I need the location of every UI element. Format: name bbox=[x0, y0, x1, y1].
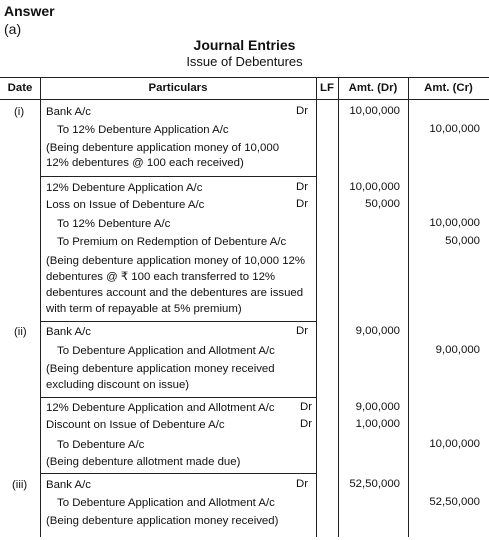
dr-marker: Dr bbox=[296, 181, 309, 193]
part-label: (a) bbox=[4, 21, 22, 37]
narration-line: (Being debenture application money of 10,000 12% bbox=[46, 255, 306, 267]
col-header-lf: LF bbox=[320, 82, 334, 94]
narration-line: debentures @ ₹ 100 each transferred to 12% bbox=[46, 271, 276, 283]
entry-separator bbox=[40, 473, 316, 474]
debit-account: 12% Debenture Application A/c bbox=[46, 182, 203, 194]
col-divider-particulars bbox=[316, 77, 317, 537]
amount-dr: 50,000 bbox=[365, 198, 400, 210]
amount-dr: 9,00,000 bbox=[355, 401, 400, 413]
col-header-date: Date bbox=[7, 82, 33, 94]
amount-cr: 50,000 bbox=[445, 235, 480, 247]
amount-dr: 1,00,000 bbox=[355, 418, 400, 430]
narration-line: (Being debenture allotment made due) bbox=[46, 456, 241, 468]
debit-account: Bank A/c bbox=[46, 479, 91, 491]
entry-date: (iii) bbox=[12, 479, 28, 491]
header-bottom-border bbox=[0, 99, 489, 100]
credit-account: To 12% Debenture A/c bbox=[57, 218, 171, 230]
amount-dr: 9,00,000 bbox=[355, 325, 400, 337]
dr-marker: Dr bbox=[296, 478, 309, 490]
credit-account: To 12% Debenture Application A/c bbox=[57, 124, 229, 136]
col-divider-date bbox=[40, 77, 41, 537]
amount-dr: 10,00,000 bbox=[349, 181, 400, 193]
entry-separator bbox=[40, 321, 316, 322]
amount-dr: 10,00,000 bbox=[349, 105, 400, 117]
narration-line: (Being debenture application money of 10,000 bbox=[46, 142, 280, 154]
dr-marker: Dr bbox=[296, 325, 309, 337]
answer-heading: Answer bbox=[4, 3, 55, 19]
amount-cr: 10,00,000 bbox=[429, 123, 480, 135]
credit-account: To Premium on Redemption of Debenture A/c bbox=[57, 236, 287, 248]
credit-account: To Debenture Application and Allotment A/c bbox=[57, 345, 275, 357]
narration-line: 12% debentures @ 100 each received) bbox=[46, 157, 244, 169]
debit-account: Bank A/c bbox=[46, 106, 91, 118]
col-header-amt-cr: Amt. (Cr) bbox=[424, 82, 473, 94]
entry-date: (i) bbox=[14, 106, 25, 118]
dr-marker: Dr bbox=[300, 401, 313, 413]
narration-line: (Being debenture application money received) bbox=[46, 515, 279, 527]
amount-cr: 9,00,000 bbox=[435, 344, 480, 356]
debit-account: Loss on Issue of Debenture A/c bbox=[46, 199, 205, 211]
debit-account: 12% Debenture Application and Allotment A/c bbox=[46, 402, 275, 414]
dr-marker: Dr bbox=[296, 198, 309, 210]
journal-subtitle: Issue of Debentures bbox=[186, 54, 303, 69]
amount-cr: 10,00,000 bbox=[429, 438, 480, 450]
entry-date: (ii) bbox=[14, 326, 27, 338]
col-divider-dr bbox=[408, 77, 409, 537]
journal-title: Journal Entries bbox=[193, 37, 296, 53]
debit-account: Discount on Issue of Debenture A/c bbox=[46, 419, 225, 431]
amount-cr: 10,00,000 bbox=[429, 217, 480, 229]
journal-table bbox=[0, 77, 489, 537]
dr-marker: Dr bbox=[296, 105, 309, 117]
table-top-border bbox=[0, 77, 489, 78]
amount-cr: 52,50,000 bbox=[429, 496, 480, 508]
credit-account: To Debenture Application and Allotment A/c bbox=[57, 497, 275, 509]
narration-line: with term of repayable at 5% premium) bbox=[46, 303, 242, 315]
col-header-particulars: Particulars bbox=[148, 82, 208, 94]
narration-line: excluding discount on issue) bbox=[46, 379, 190, 391]
col-divider-lf bbox=[338, 77, 339, 537]
dr-marker: Dr bbox=[300, 418, 313, 430]
debit-account: Bank A/c bbox=[46, 326, 91, 338]
narration-line: (Being debenture application money received bbox=[46, 363, 275, 375]
amount-dr: 52,50,000 bbox=[349, 478, 400, 490]
narration-line: debentures account and the debentures are issued bbox=[46, 287, 304, 299]
credit-account: To Debenture A/c bbox=[57, 439, 145, 451]
col-header-amt-dr: Amt. (Dr) bbox=[348, 82, 398, 94]
entry-separator bbox=[40, 397, 316, 398]
entry-separator bbox=[40, 176, 316, 177]
